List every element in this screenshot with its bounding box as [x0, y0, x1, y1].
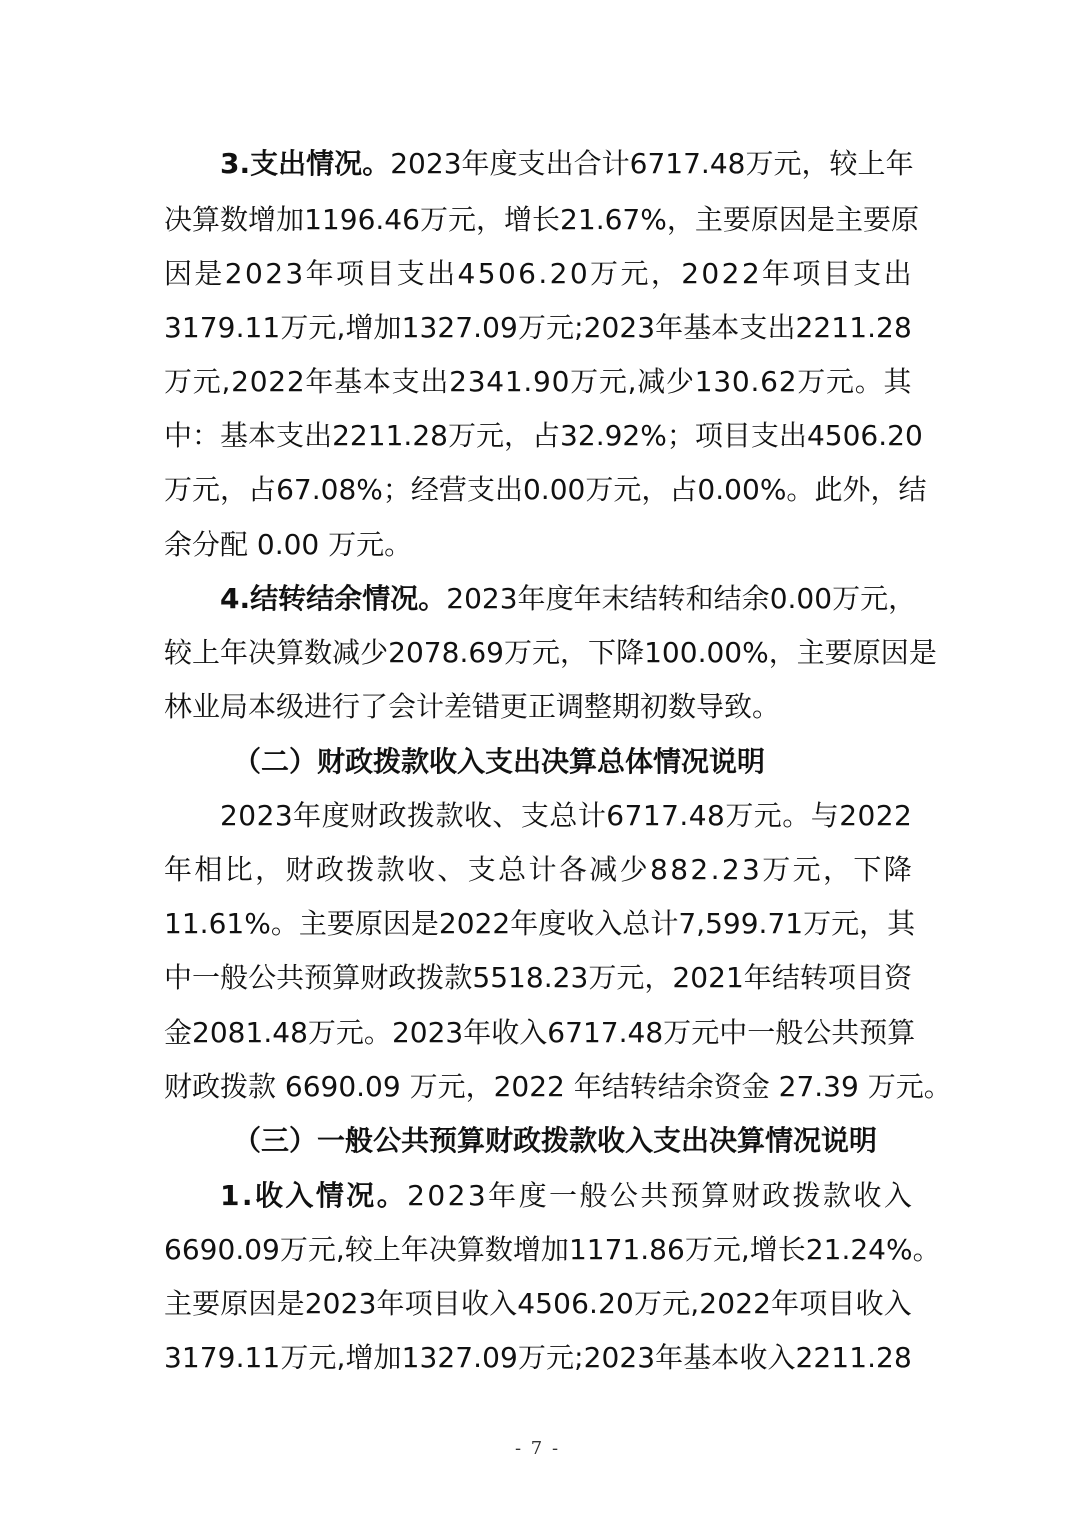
paragraph-line: 主 要 原 因 是 2 0 2 3 年 项 目 收 入 4 5 0 6 . 2 0 万 元 , 2 0 2 2 年 项 目 收 入: [164, 1287, 912, 1320]
section-heading: （二）财政拨款收入支出决算总体情况说明: [233, 745, 766, 778]
line-text: 余分配 0.00 万元。: [164, 528, 413, 561]
paragraph-line: [164, 1069, 952, 1105]
section-heading: （三）一般公共预算财政拨款收入支出决算情况说明: [233, 1124, 878, 1157]
paragraph-line: 中 一 般 公 共 预 算 财 政 拨 款 5 5 1 8 . 2 3 万 元 ， 2 0 2 1 年 结 转 项 目 资: [164, 961, 912, 994]
paragraph-line: [164, 527, 912, 563]
paragraph-line: 年 相 比 ， 财 政 拨 款 收 、 支 总 计 各 减 少 8 8 2 . 2 3 万 元 ， 下 降: [164, 853, 912, 886]
paragraph-first-line: 1 . 收 入 情 况 。 2 0 2 3 年 度 一 般 公 共 预 算 财 政 拨 款 收 入: [220, 1179, 912, 1212]
paragraph-line: 3 1 7 9 . 1 1 万 元 , 增 加 1 3 2 7 . 0 9 万 元 ; 2 0 2 3 年 基 本 收 入 2 2 1 1 . 2 8: [164, 1341, 912, 1374]
paragraph-line: 6 6 9 0 . 0 9 万 元 , 较 上 年 决 算 数 增 加 1 1 7 1 . 8 6 万 元 , 增 长 2 1 . 2 4 % 。: [164, 1233, 941, 1266]
paragraph-line: 3 1 7 9 . 1 1 万 元 , 增 加 1 3 2 7 . 0 9 万 元 ; 2 0 2 3 年 基 本 支 出 2 2 1 1 . 2 8: [164, 311, 912, 344]
paragraph-line: 较 上 年 决 算 数 减 少 2 0 7 8 . 6 9 万 元 ， 下 降 1 0 0 . 0 0 % ， 主 要 原 因 是: [164, 636, 937, 669]
paragraph-line: [164, 689, 912, 725]
paragraph-line: 2 0 2 3 年 度 财 政 拨 款 收 、 支 总 计 6 7 1 7 . 4 8 万 元 。 与 2 0 2 2: [220, 799, 912, 832]
paragraph-line: 万 元 , 2 0 2 2 年 基 本 支 出 2 3 4 1 . 9 0 万 元 , 减 少 1 3 0 . 6 2 万 元 。 其: [164, 365, 912, 398]
paragraph-line: 1 1 . 6 1 % 。 主 要 原 因 是 2 0 2 2 年 度 收 入 总 计 7 , 5 9 9 . 7 1 万 元 ， 其: [164, 907, 916, 940]
paragraph-line: 决 算 数 增 加 1 1 9 6 . 4 6 万 元 ， 增 长 2 1 . 6 7 % ， 主 要 原 因 是 主 要 原: [164, 203, 919, 236]
line-text: 财政拨款 6690.09 万元，2022 年结转结余资金 27.39 万元。: [164, 1070, 952, 1103]
paragraph-line: 金 2 0 8 1 . 4 8 万 元 。 2 0 2 3 年 收 入 6 7 1 7 . 4 8 万 元 中 一 般 公 共 预 算: [164, 1016, 916, 1049]
page-number: - 7 -: [514, 1438, 561, 1459]
paragraph-first-line: 3 . 支 出 情 况 。 2 0 2 3 年 度 支 出 合 计 6 7 1 7 . 4 8 万 元 ， 较 上 年: [220, 147, 914, 180]
paragraph-first-line: 4 . 结 转 结 余 情 况 。 2 0 2 3 年 度 年 末 结 转 和 结 余 0 . 0 0 万 元 ，: [220, 582, 917, 615]
paragraph-line: 万 元 ， 占 6 7 . 0 8 % ； 经 营 支 出 0 . 0 0 万 元 ， 占 0 . 0 0 % 。 此 外 ， 结: [164, 473, 927, 506]
paragraph-line: 中 ： 基 本 支 出 2 2 1 1 . 2 8 万 元 ， 占 3 2 . 9 2 % ； 项 目 支 出 4 5 0 6 . 2 0: [164, 419, 923, 452]
line-text: 林业局本级进行了会计差错更正调整期初数导致。: [164, 690, 781, 723]
paragraph-line: 因 是 2 0 2 3 年 项 目 支 出 4 5 0 6 . 2 0 万 元 ， 2 0 2 2 年 项 目 支 出: [164, 257, 912, 290]
